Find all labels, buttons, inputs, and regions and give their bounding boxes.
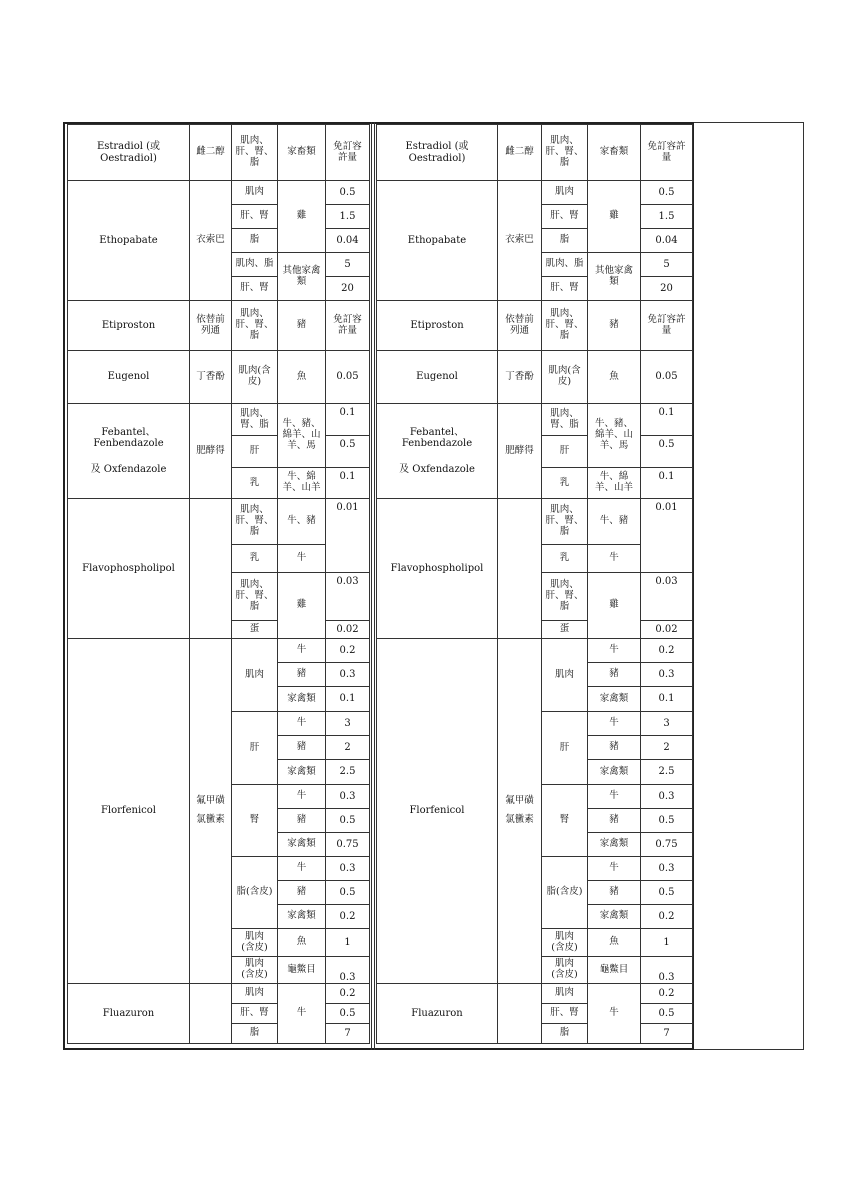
limit-cell: 0.5 — [326, 1004, 370, 1024]
limit-cell: 5 — [641, 253, 693, 277]
table-row — [68, 181, 370, 205]
table-row — [68, 639, 370, 663]
limit-cell: 0.04 — [326, 229, 370, 253]
tissue-cell: 肌肉 (含皮) — [232, 957, 278, 984]
table-frame-right — [694, 122, 804, 1050]
species-cell: 雞 — [278, 181, 326, 253]
chinese-name: 氟甲磺 氯黴素 — [190, 639, 232, 984]
limit-cell: 0.1 — [641, 468, 693, 499]
tissue-cell: 蛋 — [542, 621, 588, 639]
chinese-name: 雌二醇 — [498, 125, 542, 181]
chinese-name: 丁香酚 — [498, 351, 542, 404]
limit-cell: 0.05 — [641, 351, 693, 404]
limit-cell: 0.5 — [641, 881, 693, 905]
species-cell: 雞 — [278, 573, 326, 639]
limit-cell: 0.02 — [641, 621, 693, 639]
chinese-name: 肥酵得 — [190, 404, 232, 499]
limit-cell: 0.2 — [641, 984, 693, 1004]
chinese-name — [498, 984, 542, 1044]
drug-name: Eugenol — [68, 351, 190, 404]
limit-cell: 0.03 — [641, 573, 693, 621]
tissue-cell: 肌肉 — [542, 639, 588, 712]
limit-cell: 0.2 — [326, 984, 370, 1004]
table-row — [68, 499, 370, 545]
limit-cell: 1.5 — [641, 205, 693, 229]
tissue-cell: 肌肉 — [542, 984, 588, 1004]
species-cell: 牛 — [588, 712, 641, 736]
tissue-cell: 乳 — [542, 545, 588, 573]
tissue-cell: 脂 — [232, 1024, 278, 1044]
species-cell: 豬 — [588, 663, 641, 687]
table-row — [377, 181, 693, 205]
table-row — [377, 351, 693, 404]
limit-cell: 0.2 — [326, 905, 370, 929]
species-cell: 家畜類 — [278, 125, 326, 181]
tissue-cell: 脂(含皮) — [232, 857, 278, 929]
limit-cell: 0.01 — [326, 499, 370, 573]
drug-name: Flavophospholipol — [68, 499, 190, 639]
species-cell: 豬 — [278, 881, 326, 905]
species-cell: 豬 — [278, 663, 326, 687]
limit-cell: 20 — [326, 277, 370, 301]
table-row — [68, 984, 370, 1004]
table-row — [68, 404, 370, 436]
tissue-cell: 肌肉 — [232, 181, 278, 205]
limit-cell: 0.05 — [326, 351, 370, 404]
tissue-cell: 肌肉 — [232, 639, 278, 712]
tissue-cell: 腎 — [542, 785, 588, 857]
limit-cell: 0.01 — [641, 499, 693, 573]
tissue-cell: 肌肉、脂 — [542, 253, 588, 277]
limit-cell: 0.75 — [326, 833, 370, 857]
limit-cell: 0.3 — [641, 857, 693, 881]
drug-name: Ethopabate — [377, 181, 498, 301]
tissue-cell: 肌肉、 肝、腎、 脂 — [232, 301, 278, 351]
species-cell: 豬 — [278, 736, 326, 760]
chinese-name: 氟甲磺 氯黴素 — [498, 639, 542, 984]
limit-cell: 0.1 — [326, 468, 370, 499]
species-cell: 家禽類 — [588, 905, 641, 929]
drug-name: Febantel、Fenbendazole 及 Oxfendazole — [377, 404, 498, 499]
species-cell: 家畜類 — [588, 125, 641, 181]
drug-name: Fluazuron — [377, 984, 498, 1044]
species-cell: 牛、豬 — [588, 499, 641, 545]
tissue-cell: 肌肉、 肝、腎、 脂 — [232, 125, 278, 181]
limit-cell: 0.04 — [641, 229, 693, 253]
table-row — [377, 125, 693, 181]
species-cell: 家禽類 — [278, 833, 326, 857]
limit-cell: 0.02 — [326, 621, 370, 639]
limit-cell: 0.3 — [641, 663, 693, 687]
species-cell: 豬 — [588, 301, 641, 351]
tissue-cell: 肌肉、 肝、腎、 脂 — [232, 499, 278, 545]
tissue-cell: 肌肉(含 皮) — [542, 351, 588, 404]
tissue-cell: 肝 — [232, 712, 278, 785]
tissue-cell: 肌肉、 腎、脂 — [232, 404, 278, 436]
drug-name: Eugenol — [377, 351, 498, 404]
species-cell: 牛 — [278, 545, 326, 573]
species-cell: 豬 — [278, 301, 326, 351]
species-cell: 魚 — [588, 929, 641, 957]
table-row — [377, 499, 693, 545]
species-cell: 牛、綿 羊、山羊 — [588, 468, 641, 499]
species-cell: 龜鱉目 — [278, 957, 326, 984]
species-cell: 牛 — [278, 785, 326, 809]
tissue-cell: 乳 — [232, 468, 278, 499]
tissue-cell: 肌肉 — [542, 181, 588, 205]
limit-cell: 0.1 — [326, 687, 370, 712]
tissue-cell: 脂 — [542, 229, 588, 253]
limit-cell: 2.5 — [326, 760, 370, 785]
drug-name: Estradiol (或 Oestradiol) — [68, 125, 190, 181]
limit-cell: 0.2 — [641, 905, 693, 929]
chinese-name: 雌二醇 — [190, 125, 232, 181]
limit-cell: 0.1 — [641, 404, 693, 436]
species-cell: 魚 — [278, 351, 326, 404]
table-row — [68, 301, 370, 351]
drug-name: Febantel、Fenbendazole 及 Oxfendazole — [68, 404, 190, 499]
limit-cell: 0.75 — [641, 833, 693, 857]
species-cell: 牛 — [588, 857, 641, 881]
limit-cell: 2 — [641, 736, 693, 760]
species-cell: 家禽類 — [278, 687, 326, 712]
limit-cell: 0.2 — [326, 639, 370, 663]
species-cell: 家禽類 — [588, 833, 641, 857]
species-cell: 家禽類 — [278, 905, 326, 929]
limit-cell: 0.5 — [641, 1004, 693, 1024]
chinese-name — [190, 984, 232, 1044]
tissue-cell: 肌肉、脂 — [232, 253, 278, 277]
table-row — [377, 639, 693, 663]
table-row — [68, 351, 370, 404]
chinese-name: 丁香酚 — [190, 351, 232, 404]
limit-cell: 2 — [326, 736, 370, 760]
residue-table-right — [376, 124, 693, 1044]
tissue-cell: 肌肉、 腎、脂 — [542, 404, 588, 436]
tissue-cell: 肌肉、 肝、腎、 脂 — [542, 499, 588, 545]
limit-cell: 5 — [326, 253, 370, 277]
tissue-cell: 肝、腎 — [232, 205, 278, 229]
limit-cell: 0.2 — [641, 639, 693, 663]
species-cell: 牛、豬、 綿羊、山 羊、馬 — [278, 404, 326, 468]
tissue-cell: 乳 — [542, 468, 588, 499]
tissue-cell: 肌肉、 肝、腎、 脂 — [232, 573, 278, 621]
species-cell: 家禽類 — [278, 760, 326, 785]
table-row — [377, 984, 693, 1004]
drug-name: Estradiol (或 Oestradiol) — [377, 125, 498, 181]
tissue-cell: 肝 — [542, 712, 588, 785]
limit-cell: 0.3 — [326, 957, 370, 984]
limit-cell: 0.5 — [326, 881, 370, 905]
species-cell: 牛 — [588, 545, 641, 573]
tissue-cell: 肌肉 (含皮) — [542, 957, 588, 984]
drug-name: Ethopabate — [68, 181, 190, 301]
limit-cell: 0.3 — [326, 857, 370, 881]
chinese-name: 依替前 列通 — [498, 301, 542, 351]
tissue-cell: 脂 — [542, 1024, 588, 1044]
residue-table-left — [67, 124, 370, 1044]
chinese-name: 依替前 列通 — [190, 301, 232, 351]
species-cell: 豬 — [588, 809, 641, 833]
limit-cell: 0.3 — [641, 957, 693, 984]
limit-cell: 3 — [641, 712, 693, 736]
tissue-cell: 肌肉 (含皮) — [232, 929, 278, 957]
limit-cell: 0.5 — [641, 809, 693, 833]
species-cell: 魚 — [588, 351, 641, 404]
species-cell: 牛、綿 羊、山羊 — [278, 468, 326, 499]
table-row — [377, 301, 693, 351]
species-cell: 家禽類 — [588, 760, 641, 785]
table-row — [377, 404, 693, 436]
limit-cell: 7 — [326, 1024, 370, 1044]
tissue-cell: 肌肉、 肝、腎、 脂 — [542, 301, 588, 351]
limit-cell: 0.1 — [641, 687, 693, 712]
chinese-name — [498, 499, 542, 639]
limit-cell: 0.3 — [326, 785, 370, 809]
limit-cell: 免訂容許 量 — [641, 125, 693, 181]
limit-cell: 免訂容許 量 — [641, 301, 693, 351]
species-cell: 牛 — [278, 857, 326, 881]
chinese-name — [190, 499, 232, 639]
species-cell: 豬 — [278, 809, 326, 833]
species-cell: 牛 — [588, 639, 641, 663]
species-cell: 其他家禽 類 — [278, 253, 326, 301]
species-cell: 其他家禽 類 — [588, 253, 641, 301]
tissue-cell: 脂 — [232, 229, 278, 253]
limit-cell: 0.5 — [326, 809, 370, 833]
tissue-cell: 肝 — [232, 436, 278, 468]
species-cell: 豬 — [588, 881, 641, 905]
limit-cell: 7 — [641, 1024, 693, 1044]
chinese-name: 衣索巴 — [190, 181, 232, 301]
limit-cell: 0.3 — [326, 663, 370, 687]
species-cell: 豬 — [588, 736, 641, 760]
tissue-cell: 肌肉 (含皮) — [542, 929, 588, 957]
tissue-cell: 肌肉 — [232, 984, 278, 1004]
tissue-cell: 乳 — [232, 545, 278, 573]
tissue-cell: 肝 — [542, 436, 588, 468]
tissue-cell: 脂(含皮) — [542, 857, 588, 929]
drug-name: Fluazuron — [68, 984, 190, 1044]
limit-cell: 0.3 — [641, 785, 693, 809]
limit-cell: 20 — [641, 277, 693, 301]
limit-cell: 3 — [326, 712, 370, 736]
species-cell: 牛、豬 — [278, 499, 326, 545]
limit-cell: 0.5 — [326, 181, 370, 205]
species-cell: 雞 — [588, 181, 641, 253]
species-cell: 牛 — [278, 984, 326, 1044]
species-cell: 牛 — [588, 984, 641, 1044]
column-divider — [371, 122, 375, 1050]
limit-cell: 0.5 — [641, 436, 693, 468]
limit-cell: 1 — [641, 929, 693, 957]
table-row — [68, 125, 370, 181]
limit-cell: 0.5 — [641, 181, 693, 205]
limit-cell: 免訂容 許量 — [326, 125, 370, 181]
limit-cell: 0.1 — [326, 404, 370, 436]
species-cell: 牛 — [278, 712, 326, 736]
tissue-cell: 肝、腎 — [542, 1004, 588, 1024]
tissue-cell: 肝、腎 — [542, 205, 588, 229]
tissue-cell: 肌肉(含 皮) — [232, 351, 278, 404]
limit-cell: 1 — [326, 929, 370, 957]
species-cell: 牛 — [588, 785, 641, 809]
species-cell: 龜鱉目 — [588, 957, 641, 984]
species-cell: 牛、豬、 綿羊、山 羊、馬 — [588, 404, 641, 468]
tissue-cell: 肝、腎 — [232, 277, 278, 301]
chinese-name: 衣索巴 — [498, 181, 542, 301]
tissue-cell: 肝、腎 — [542, 277, 588, 301]
limit-cell: 2.5 — [641, 760, 693, 785]
species-cell: 家禽類 — [588, 687, 641, 712]
limit-cell: 0.03 — [326, 573, 370, 621]
tissue-cell: 蛋 — [232, 621, 278, 639]
limit-cell: 1.5 — [326, 205, 370, 229]
tissue-cell: 肌肉、 肝、腎、 脂 — [542, 125, 588, 181]
limit-cell: 0.5 — [326, 436, 370, 468]
species-cell: 牛 — [278, 639, 326, 663]
drug-name: Etiproston — [68, 301, 190, 351]
limit-cell: 免訂容 許量 — [326, 301, 370, 351]
species-cell: 魚 — [278, 929, 326, 957]
drug-name: Florfenicol — [68, 639, 190, 984]
tissue-cell: 肝、腎 — [232, 1004, 278, 1024]
species-cell: 雞 — [588, 573, 641, 639]
drug-name: Etiproston — [377, 301, 498, 351]
drug-name: Florfenicol — [377, 639, 498, 984]
tissue-cell: 肌肉、 肝、腎、 脂 — [542, 573, 588, 621]
drug-name: Flavophospholipol — [377, 499, 498, 639]
tissue-cell: 腎 — [232, 785, 278, 857]
chinese-name: 肥酵得 — [498, 404, 542, 499]
